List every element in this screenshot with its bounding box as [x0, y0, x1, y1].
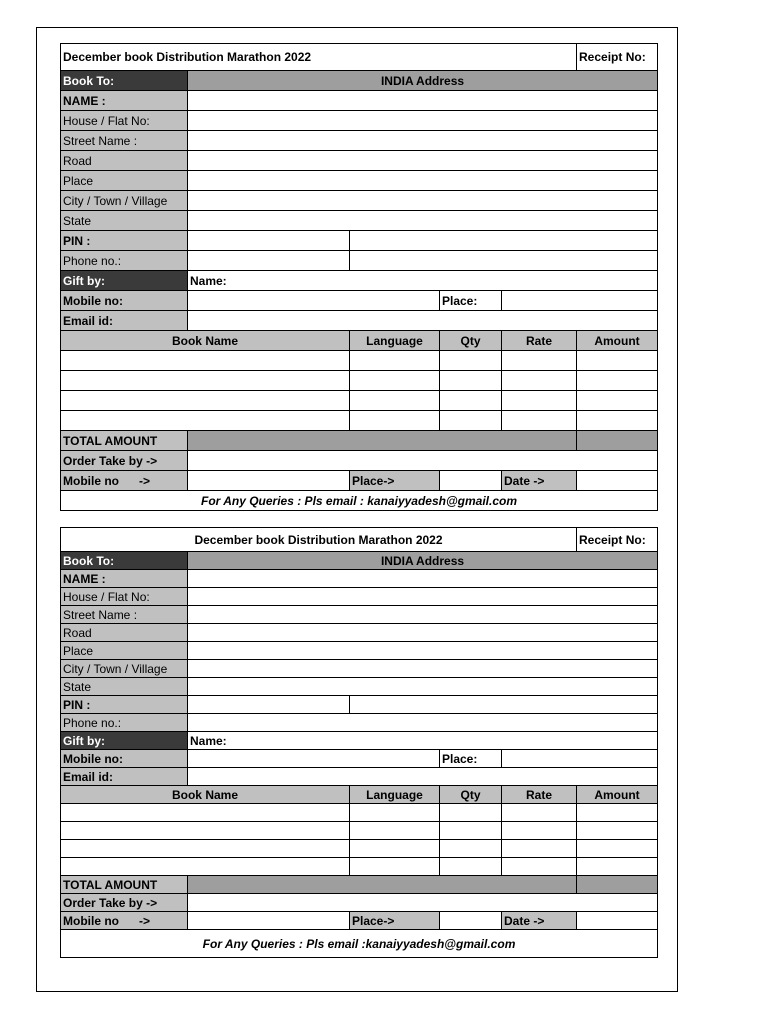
book-row	[61, 371, 658, 391]
book-row	[61, 822, 658, 840]
col-rate: Rate	[502, 331, 577, 351]
total-spacer	[188, 876, 577, 894]
amount-cell[interactable]	[577, 804, 658, 822]
pin-label: PIN :	[61, 696, 188, 714]
state-label: State	[61, 211, 188, 231]
house-field[interactable]	[188, 111, 658, 131]
book-name-cell[interactable]	[61, 411, 350, 431]
mobile-label: Mobile no:	[61, 750, 188, 768]
order-form-table	[60, 43, 658, 511]
rate-cell[interactable]	[502, 858, 577, 876]
phone-label: Phone no.:	[61, 714, 188, 732]
col-language: Language	[350, 786, 440, 804]
qty-cell[interactable]	[440, 822, 502, 840]
street-field[interactable]	[188, 606, 658, 624]
address-header: INDIA Address	[188, 552, 658, 570]
date-arrow-label: Date ->	[502, 471, 577, 491]
qty-cell[interactable]	[440, 840, 502, 858]
pin-extra-field[interactable]	[350, 231, 658, 251]
col-book-name: Book Name	[61, 786, 350, 804]
city-label: City / Town / Village	[61, 660, 188, 678]
order-label: Order Take by ->	[61, 894, 188, 912]
street-field[interactable]	[188, 131, 658, 151]
pin-field[interactable]	[188, 696, 350, 714]
city-field[interactable]	[188, 660, 658, 678]
mobile-arrow-label: Mobile no ->	[61, 912, 188, 930]
gift-place-label: Place:	[440, 750, 502, 768]
col-language: Language	[350, 331, 440, 351]
language-cell[interactable]	[350, 351, 440, 371]
order-mobile-field[interactable]	[188, 912, 350, 930]
mobile-field[interactable]	[188, 750, 440, 768]
qty-cell[interactable]	[440, 391, 502, 411]
book-name-cell[interactable]	[61, 391, 350, 411]
name-label: NAME :	[61, 91, 188, 111]
gift-place-label: Place:	[440, 291, 502, 311]
footer-note: For Any Queries : Pls email : kanaiyyadesh@gmail.com	[61, 491, 658, 511]
order-form-1	[60, 43, 657, 511]
receipt-label: Receipt No:	[577, 528, 658, 552]
email-field[interactable]	[188, 311, 658, 331]
address-header: INDIA Address	[188, 71, 658, 91]
gift-place-field[interactable]	[502, 291, 658, 311]
rate-cell[interactable]	[502, 391, 577, 411]
place-arrow-label: Place->	[350, 471, 440, 491]
gift-name-field[interactable]	[188, 732, 658, 750]
order-date-field[interactable]	[577, 912, 658, 930]
form-title: December book Distribution Marathon 2022	[61, 528, 577, 552]
gift-name-label: Name:	[190, 273, 227, 288]
phone-label: Phone no.:	[61, 251, 188, 271]
gift-name-label: Name:	[190, 733, 227, 748]
language-cell[interactable]	[350, 840, 440, 858]
amount-cell[interactable]	[577, 411, 658, 431]
qty-cell[interactable]	[440, 351, 502, 371]
street-label: Street Name :	[61, 131, 188, 151]
phone-field[interactable]	[188, 251, 350, 271]
qty-cell[interactable]	[440, 804, 502, 822]
total-label: TOTAL AMOUNT	[61, 876, 188, 894]
house-field[interactable]	[188, 588, 658, 606]
footer-note: For Any Queries : Pls email :kanaiyyadesh@gmail.com	[61, 930, 658, 958]
total-amount-field[interactable]	[577, 431, 658, 451]
language-cell[interactable]	[350, 371, 440, 391]
book-row	[61, 391, 658, 411]
qty-cell[interactable]	[440, 371, 502, 391]
amount-cell[interactable]	[577, 822, 658, 840]
amount-cell[interactable]	[577, 840, 658, 858]
book-name-cell[interactable]	[61, 351, 350, 371]
amount-cell[interactable]	[577, 858, 658, 876]
order-label: Order Take by ->	[61, 451, 188, 471]
col-rate: Rate	[502, 786, 577, 804]
language-cell[interactable]	[350, 858, 440, 876]
place-field[interactable]	[188, 171, 658, 191]
book-row	[61, 858, 658, 876]
road-label: Road	[61, 151, 188, 171]
city-label: City / Town / Village	[61, 191, 188, 211]
form-title: December book Distribution Marathon 2022	[61, 44, 577, 71]
email-label: Email id:	[61, 311, 188, 331]
book-row	[61, 804, 658, 822]
order-form-2	[60, 527, 657, 958]
place-label: Place	[61, 171, 188, 191]
order-field[interactable]	[188, 451, 658, 471]
gift-by-label: Gift by:	[61, 271, 188, 291]
book-name-cell[interactable]	[61, 371, 350, 391]
order-place-field[interactable]	[440, 912, 502, 930]
date-arrow-label: Date ->	[502, 912, 577, 930]
place-arrow-label: Place->	[350, 912, 440, 930]
book-name-cell[interactable]	[61, 822, 350, 840]
gift-place-field[interactable]	[502, 750, 658, 768]
city-field[interactable]	[188, 191, 658, 211]
name-field[interactable]	[188, 91, 658, 111]
email-field[interactable]	[188, 768, 658, 786]
place-field[interactable]	[188, 642, 658, 660]
total-spacer	[188, 431, 577, 451]
rate-cell[interactable]	[502, 411, 577, 431]
pin-label: PIN :	[61, 231, 188, 251]
order-date-field[interactable]	[577, 471, 658, 491]
book-to-label: Book To:	[61, 71, 188, 91]
gift-name-field[interactable]	[188, 271, 658, 291]
mobile-label: Mobile no:	[61, 291, 188, 311]
col-amount: Amount	[577, 786, 658, 804]
rate-cell[interactable]	[502, 804, 577, 822]
road-field[interactable]	[188, 151, 658, 171]
language-cell[interactable]	[350, 822, 440, 840]
book-name-cell[interactable]	[61, 840, 350, 858]
book-name-cell[interactable]	[61, 858, 350, 876]
rate-cell[interactable]	[502, 351, 577, 371]
book-row	[61, 351, 658, 371]
col-qty: Qty	[440, 786, 502, 804]
col-qty: Qty	[440, 331, 502, 351]
name-field[interactable]	[188, 570, 658, 588]
phone-extra-field[interactable]	[350, 251, 658, 271]
road-field[interactable]	[188, 624, 658, 642]
pin-extra-field[interactable]	[350, 696, 658, 714]
amount-cell[interactable]	[577, 351, 658, 371]
order-form-table	[60, 527, 658, 958]
order-field[interactable]	[188, 894, 658, 912]
house-label: House / Flat No:	[61, 111, 188, 131]
state-label: State	[61, 678, 188, 696]
total-amount-field[interactable]	[577, 876, 658, 894]
col-amount: Amount	[577, 331, 658, 351]
language-cell[interactable]	[350, 411, 440, 431]
rate-cell[interactable]	[502, 822, 577, 840]
order-mobile-field[interactable]	[188, 471, 350, 491]
amount-cell[interactable]	[577, 371, 658, 391]
col-book-name: Book Name	[61, 331, 350, 351]
language-cell[interactable]	[350, 391, 440, 411]
mobile-field[interactable]	[188, 291, 440, 311]
book-to-label: Book To:	[61, 552, 188, 570]
state-field[interactable]	[188, 211, 658, 231]
qty-cell[interactable]	[440, 858, 502, 876]
rate-cell[interactable]	[502, 840, 577, 858]
state-field[interactable]	[188, 678, 658, 696]
pin-field[interactable]	[188, 231, 350, 251]
street-label: Street Name :	[61, 606, 188, 624]
place-label: Place	[61, 642, 188, 660]
house-label: House / Flat No:	[61, 588, 188, 606]
book-row	[61, 411, 658, 431]
order-place-field[interactable]	[440, 471, 502, 491]
qty-cell[interactable]	[440, 411, 502, 431]
email-label: Email id:	[61, 768, 188, 786]
road-label: Road	[61, 624, 188, 642]
total-label: TOTAL AMOUNT	[61, 431, 188, 451]
amount-cell[interactable]	[577, 391, 658, 411]
book-name-cell[interactable]	[61, 804, 350, 822]
book-row	[61, 840, 658, 858]
language-cell[interactable]	[350, 804, 440, 822]
name-label: NAME :	[61, 570, 188, 588]
receipt-label: Receipt No:	[577, 44, 658, 71]
gift-by-label: Gift by:	[61, 732, 188, 750]
mobile-arrow-label: Mobile no ->	[61, 471, 188, 491]
rate-cell[interactable]	[502, 371, 577, 391]
phone-field[interactable]	[188, 714, 658, 732]
